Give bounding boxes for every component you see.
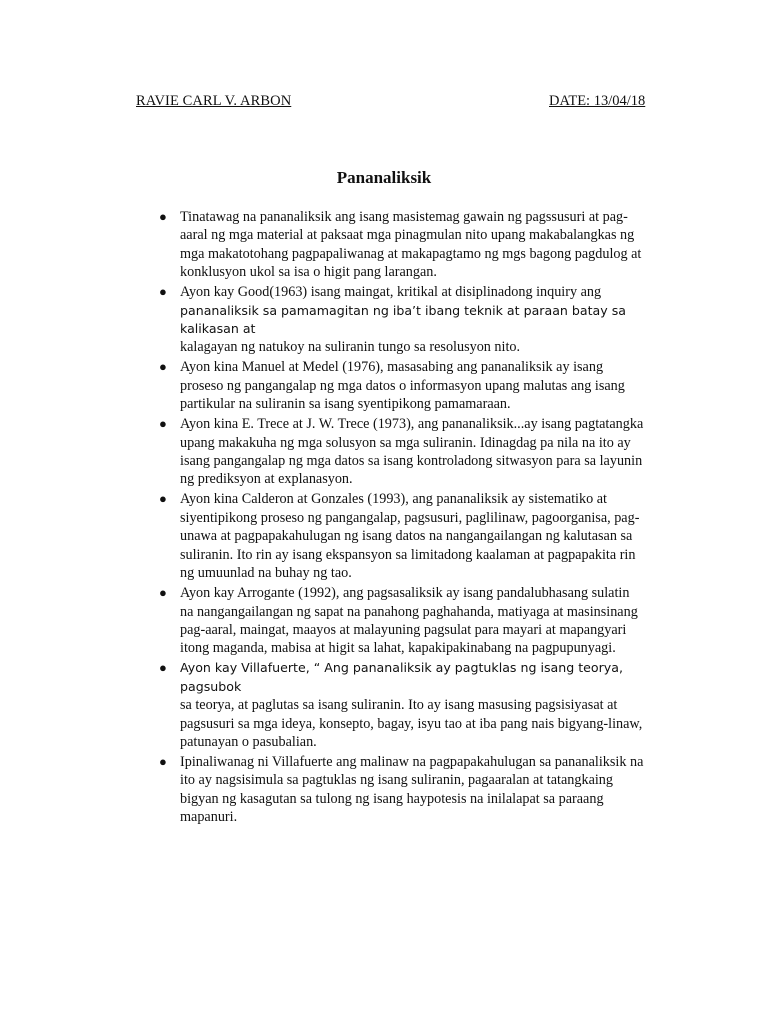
bullet-icon: ● <box>159 416 167 432</box>
bullet-icon: ● <box>159 585 167 601</box>
list-item <box>160 584 680 658</box>
text-line: pananaliksik sa pamamagitan ng iba’t ibang teknik at paraan batay sa kalikasan at <box>180 302 627 337</box>
bullet-icon: ● <box>159 491 167 507</box>
text-line: ng prediksyon at explanasyon. <box>180 471 353 488</box>
text-line: mga makatotohang pagpapaliwanag at makapagtamo ng mgs bagong pagdulog at <box>180 245 642 262</box>
author-name: RAVIE CARL V. ARBON <box>136 93 292 109</box>
bullet-icon: ● <box>159 359 167 375</box>
text-line: sa teorya, at paglutas sa isang suliranin. Ito ay isang masusing pagsisiyasat at <box>180 697 618 714</box>
text-line: Ipinaliwanag ni Villafuerte ang malinaw na pagpapakahulugan sa pananaliksik na <box>180 753 644 770</box>
list-item <box>160 208 680 282</box>
text-line: pagsusuri sa mga ideya, konsepto, bagay, isyu tao at iba pang nais bigyang-linaw, <box>180 715 643 732</box>
text-line: unawa at pagpapakahulugan ng isang datos na nangangailangan ng kalutasan sa <box>180 528 633 545</box>
text-line: mapanuri. <box>180 809 238 826</box>
text-line: upang makakuha ng mga solusyon sa mga suliranin. Idinagdag pa nila na ito ay <box>180 434 631 451</box>
text-line: konklusyon ukol sa isa o higit pang larangan. <box>180 264 437 281</box>
text-line: aaral ng mga material at paksaat mga pinagmulan nito upang makabalangkas ng <box>180 227 635 244</box>
text-line: ng umuunlad na buhay ng tao. <box>180 565 352 582</box>
text-line: Ayon kay Good(1963) isang maingat, kritikal at disiplinadong inquiry ang <box>180 284 602 301</box>
text-line: siyentipikong proseso ng pangangalap, pagsusuri, paglilinaw, pagoorganisa, pag- <box>180 509 640 526</box>
text-line: Ayon kina Manuel at Medel (1976), masasabing ang pananaliksik ay isang <box>180 359 604 376</box>
text-line: isang pangangalap ng mga datos sa isang kontroladong sitwasyon para sa layunin <box>180 453 643 470</box>
text-line: kalagayan ng natukoy na suliranin tungo sa resolusyon nito. <box>180 339 521 356</box>
text-line: partikular na suliranin sa isang syentipikong pamamaraan. <box>180 396 511 413</box>
text-line: na nangangailangan ng sapat na panahong paghahanda, matiyaga at masinsinang <box>180 603 638 620</box>
text-line: pag-aaral, maingat, maayos at malayuning pagsulat para mayari at mapangyari <box>180 621 627 638</box>
list-item <box>160 753 680 827</box>
list-item <box>160 415 680 489</box>
bullet-list <box>160 208 680 828</box>
text-line: Ayon kina Calderon at Gonzales (1993), ang pananaliksik ay sistematiko at <box>180 491 607 508</box>
list-item <box>160 659 680 751</box>
text-line: Ayon kay Arrogante (1992), ang pagsasaliksik ay isang pandalubhasang sulatin <box>180 585 630 602</box>
text-line: Ayon kay Villafuerte, “ Ang pananaliksik ay pagtuklas ng isang teorya, pagsubok <box>180 660 623 694</box>
document-date: DATE: 13/04/18 <box>549 93 646 109</box>
bullet-icon: ● <box>159 660 167 676</box>
text-line: ito ay nagsisimula sa pagtuklas ng isang suliranin, pagaaralan at tatangkaing <box>180 772 613 789</box>
bullet-icon: ● <box>159 753 167 769</box>
text-line: itong maganda, mabisa at higit sa lahat, kapakipakinabang na pagpupunyagi. <box>180 640 616 657</box>
text-line: bigyan ng kasagutan sa tulong ng isang haypotesis na inilalapat sa paraang <box>180 790 604 807</box>
bullet-icon: ● <box>159 209 167 224</box>
list-item <box>160 358 680 413</box>
text-line: suliranin. Ito rin ay isang ekspansyon sa limitadong kaalaman at pagpapakita rin <box>180 546 636 563</box>
bullet-icon: ● <box>159 284 167 300</box>
text-line: patunayan o pasubalian. <box>180 733 317 750</box>
text-line: proseso ng pangangalap ng mga datos o informasyon upang malutas ang isang <box>180 377 625 394</box>
text-line: Ayon kina E. Trece at J. W. Trece (1973), ang pananaliksik...ay isang pagtatangka <box>180 416 644 433</box>
list-item <box>160 283 680 357</box>
list-item <box>160 490 680 582</box>
text-line: Tinatawag na pananaliksik ang isang masistemag gawain ng pagssusuri at pag- <box>180 209 628 225</box>
document-title: Pananaliksik <box>336 168 432 187</box>
